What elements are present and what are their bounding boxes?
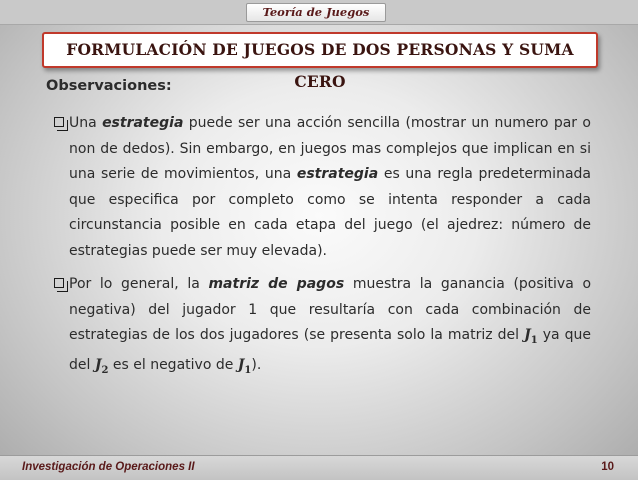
- course-name: Investigación de Operaciones II: [22, 461, 195, 473]
- checkbox-bullet-icon: [54, 117, 64, 127]
- observations-heading: Observaciones:: [46, 78, 172, 94]
- bullet-paragraph-1: Una estrategia puede ser una acción sencilla (mostrar un numero par o non de dedos). Sin embargo, en juegos mas complejos que implican en si una serie de movimientos, una estrategia es una regla predeterminada que especifica por completo como se intenta responder a cada circunstancia posible en cada etapa del juego (el ajedrez: número de estrategias puede ser muy elevada).: [46, 111, 591, 264]
- bullet-paragraph-2: Por lo general, la matriz de pagos muestra la ganancia (positiva o negativa) del jugador 1 que resultaría con cada combinación de estrategias de los dos jugadores (se presenta solo la matriz del $J_1$ ya que del $J_2$ es el negativo de $J_1$).: [46, 272, 591, 384]
- topic-tab: Teoría de Juegos: [246, 3, 386, 22]
- checkbox-bullet-icon: [54, 278, 64, 288]
- math-j1: $J_1$: [237, 357, 252, 377]
- math-j2: $J_2$: [94, 357, 109, 377]
- math-j1: $J_1$: [524, 327, 538, 346]
- top-banner: [0, 0, 638, 25]
- slide-title: FORMULACIÓN DE JUEGOS DE DOS PERSONAS Y SUMA CERO: [42, 32, 598, 68]
- slide-body: [46, 78, 591, 384]
- page-number: 10: [601, 461, 614, 473]
- footer-bar: [0, 455, 638, 480]
